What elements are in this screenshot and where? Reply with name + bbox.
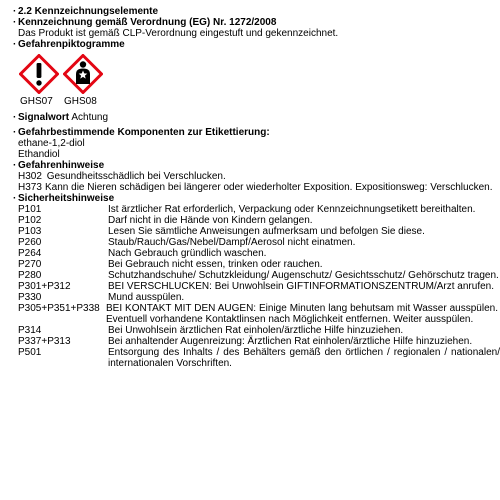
hazard-text: Kann die Nieren schädigen bei längerer oder wiederholter Exposition. Expositionsweg: Verschlucken. — [45, 182, 493, 193]
hazard-code: H302 — [18, 171, 42, 182]
precaution-title: Sicherheitshinweise — [18, 193, 115, 204]
bullet: · — [13, 39, 17, 50]
regulation-text: Das Produkt ist gemäß CLP-Verordnung eingestuft und gekennzeichnet. — [18, 28, 339, 39]
hazard-statement — [0, 182, 500, 193]
hazard-code: H373 — [18, 182, 42, 193]
precaution-text: Bei Unwohlsein ärztlichen Rat einholen/ärztliche Hilfe hinzuziehen. — [108, 325, 404, 336]
precaution-row — [18, 248, 500, 259]
exclamation-mark-icon — [19, 54, 59, 94]
precaution-code: P260 — [18, 237, 42, 248]
section-title: 2.2 Kennzeichnungselemente — [18, 6, 159, 17]
hazard-text: Gesundheitsschädlich bei Verschlucken. — [46, 171, 226, 182]
components-title: Gefahrbestimmende Komponenten zur Etikettierung: — [18, 127, 270, 138]
precaution-row — [18, 270, 500, 281]
precaution-text: Mund ausspülen. — [108, 292, 185, 303]
regulation-title: Kennzeichnung gemäß Verordnung (EG) Nr. 1272/2008 — [18, 17, 277, 28]
precaution-code: P330 — [18, 292, 42, 303]
bullet: · — [13, 160, 17, 171]
precaution-text: Entsorgung des Inhalts / des Behälters gemäß den örtlichen / regionalen / nationalen/ internationalen Vorschriften. — [108, 347, 500, 369]
precaution-row — [18, 215, 500, 226]
pictograms-heading-row — [0, 39, 500, 50]
precaution-code: P102 — [18, 215, 42, 226]
precaution-text: BEI KONTAKT MIT DEN AUGEN: Einige Minuten lang behutsam mit Wasser ausspülen. Eventuell vorhandene Kontaktlinsen nach Möglichkeit entfernen. Weiter ausspülen. — [106, 303, 498, 325]
precaution-row — [18, 226, 500, 237]
bullet: · — [13, 112, 17, 123]
precaution-row — [18, 336, 500, 347]
precaution-text: BEI VERSCHLUCKEN: Bei Unwohlsein GIFTINFORMATIONSZENTRUM/Arzt anrufen. — [108, 281, 495, 292]
precaution-code: P301+P312 — [18, 281, 71, 292]
precaution-text: Schutzhandschuhe/ Schutzkleidung/ Augenschutz/ Gesichtsschutz/ Gehörschutz tragen. — [108, 270, 499, 281]
precaution-code: P501 — [18, 347, 42, 358]
precaution-text: Lesen Sie sämtliche Anweisungen aufmerksam und befolgen Sie diese. — [108, 226, 425, 237]
precaution-row — [18, 281, 500, 292]
signal-word-label: Signalwort — [18, 112, 70, 123]
precaution-code: P314 — [18, 325, 42, 336]
precaution-text: Bei anhaltender Augenreizung: Ärztlichen Rat einholen/ärztliche Hilfe hinzuziehen. — [108, 336, 473, 347]
health-hazard-icon — [63, 54, 103, 94]
precaution-row — [18, 237, 500, 248]
precaution-code: P101 — [18, 204, 42, 215]
component-item: Ethandiol — [18, 149, 60, 160]
regulation-heading-row — [0, 17, 500, 28]
precaution-row — [18, 325, 500, 336]
precaution-row — [18, 347, 500, 369]
pictogram-code-ghs07: GHS07 — [20, 96, 53, 107]
precaution-heading-row — [0, 193, 500, 204]
pictogram-code-ghs08: GHS08 — [64, 96, 97, 107]
sds-section-2-2 — [0, 6, 500, 369]
bullet: · — [13, 6, 17, 17]
hazard-statement — [0, 171, 500, 182]
precaution-code: P103 — [18, 226, 42, 237]
pictograms-title: Gefahrenpiktogramme — [18, 39, 125, 50]
bullet: · — [13, 193, 17, 204]
precaution-text: Staub/Rauch/Gas/Nebel/Dampf/Aerosol nicht einatmen. — [108, 237, 356, 248]
precaution-text: Bei Gebrauch nicht essen, trinken oder rauchen. — [108, 259, 323, 270]
precaution-text: Ist ärztlicher Rat erforderlich, Verpackung oder Kennzeichnungsetikett bereithalten. — [108, 204, 476, 215]
precaution-row — [18, 259, 500, 270]
precaution-code: P264 — [18, 248, 42, 259]
components-heading-row — [0, 127, 500, 138]
precaution-row — [18, 292, 500, 303]
hazard-title: Gefahrenhinweise — [18, 160, 105, 171]
precaution-list — [0, 204, 500, 369]
precaution-text: Nach Gebrauch gründlich waschen. — [108, 248, 267, 259]
precaution-code: P270 — [18, 259, 42, 270]
section-heading-row — [0, 6, 500, 17]
precaution-code: P280 — [18, 270, 42, 281]
signal-word-value: Achtung — [71, 112, 109, 123]
bullet: · — [13, 17, 17, 28]
precaution-code: P337+P313 — [18, 336, 71, 347]
precaution-row — [18, 204, 500, 215]
component-item: ethane-1,2-diol — [18, 138, 85, 149]
precaution-row — [18, 303, 500, 325]
pictogram-group — [0, 54, 500, 108]
precaution-text: Darf nicht in die Hände von Kindern gelangen. — [108, 215, 313, 226]
signal-word-row — [0, 112, 500, 123]
precaution-code: P305+P351+P338 — [18, 303, 100, 314]
hazard-heading-row — [0, 160, 500, 171]
bullet: · — [13, 127, 17, 138]
